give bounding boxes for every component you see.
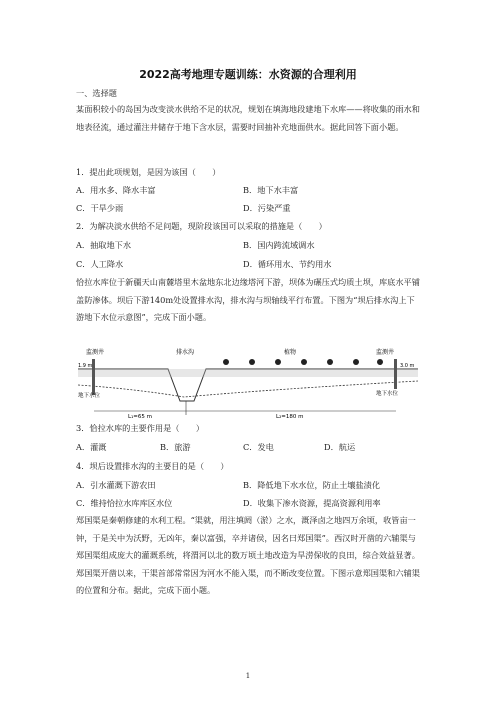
l2-label: L₂=180 m	[276, 414, 304, 419]
left-monitoring-well-icon	[92, 359, 95, 395]
left-well-label: 监测井	[86, 349, 105, 356]
ditch-label: 排水沟	[176, 349, 195, 356]
question-1-stem: 1．提出此项规划，是因为该国（ ）	[76, 167, 221, 177]
question-4-option-b[interactable]: B．降低地下水水位，防止土壤盐渍化	[243, 480, 381, 490]
question-1-option-a[interactable]: A．用水多、降水丰富	[76, 185, 156, 195]
question-2-stem: 2．为解决淡水供给不足问题，现阶段该国可以采取的措施是（ ）	[76, 221, 327, 231]
left-depth-label: 1.9 m	[78, 363, 93, 369]
groundwater-curve	[78, 381, 418, 397]
intro-paragraph-3: 郑国渠是秦朝修建的水利工程。“渠就，用注填阏（淤）之水，溉泽卤之地四万余顷，收皆亩一钟，于是关中为沃野，无凶年，秦以富强，卒并诸侯，因名曰郑国渠”。西汉时开凿的六辅渠与郑国渠组成庞大的灌溉系统，将渭河以北的数万顷土地改造为旱涝保收的良田，综合效益显著。郑国渠开凿以来，干渠首部常常因为河水不能入渠，而不断改变位置。下图示意郑国渠和六辅渠的位置和分布。据此，完成下面小题。	[76, 515, 420, 595]
soil-band	[78, 369, 418, 377]
groundwater-diagram	[76, 345, 420, 419]
question-2-option-b[interactable]: B．国内跨流域调水	[243, 240, 315, 250]
question-4-option-d[interactable]: D．收集下渗水资源，提高资源利用率	[243, 498, 381, 508]
question-1-option-c[interactable]: C．干旱少雨	[76, 203, 124, 213]
question-1-option-d[interactable]: D．污染严重	[243, 203, 291, 213]
page-number: 1	[245, 672, 251, 680]
question-3-stem: 3．恰拉水库的主要作用是（ ）	[76, 423, 205, 433]
section-heading: 一、选择题	[76, 88, 117, 98]
question-3-option-d[interactable]: D．航运	[324, 442, 356, 452]
question-3-option-a[interactable]: A．灌溉	[76, 442, 107, 452]
page-title: 2022高考地理专题训练：水资源的合理利用	[139, 68, 357, 81]
right-monitoring-well-icon	[394, 359, 397, 389]
question-4-option-a[interactable]: A．引水灌溉下游农田	[76, 480, 156, 490]
l1-label: L₁=65 m	[128, 414, 152, 419]
question-3-option-b[interactable]: B．旅游	[160, 442, 191, 452]
question-4-stem: 4．坝后设置排水沟的主要目的是（ ）	[76, 461, 229, 471]
plant-icons	[223, 359, 383, 365]
right-groundwater-label: 地下水位	[376, 391, 399, 397]
right-well-label: 监测井	[376, 349, 395, 356]
intro-paragraph-1: 某面积较小的岛国为改变淡水供给不足的状况，规划在填海地段建地下水库——将收集的雨水和地表径流，通过灌注井储存于地下含水层，需要时回抽补充地面供水。据此回答下面小题。	[76, 104, 420, 132]
left-groundwater-label: 地下水位	[78, 393, 101, 399]
question-2-option-d[interactable]: D．循环用水、节约用水	[243, 259, 332, 269]
question-4-option-c[interactable]: C．维持恰拉水库库区水位	[76, 498, 173, 508]
right-depth-label: 3.0 m	[400, 363, 415, 369]
question-1-option-b[interactable]: B．地下水丰富	[243, 185, 299, 195]
plants-label: 植物	[284, 349, 297, 356]
question-2-option-a[interactable]: A．抽取地下水	[76, 240, 132, 250]
intro-paragraph-2: 恰拉水库位于新疆天山南麓塔里木盆地东北边缘塔河下游，坝体为碾压式均质土坝，库底水平铺盖防渗体。坝后下游140m处设置排水沟，排水沟与坝轴线平行布置。下图为“坝后排水沟上下游地下水位示意图”，完成下面小题。	[76, 277, 420, 322]
question-3-option-c[interactable]: C．发电	[243, 442, 274, 452]
question-2-option-c[interactable]: C．人工降水	[76, 259, 124, 269]
